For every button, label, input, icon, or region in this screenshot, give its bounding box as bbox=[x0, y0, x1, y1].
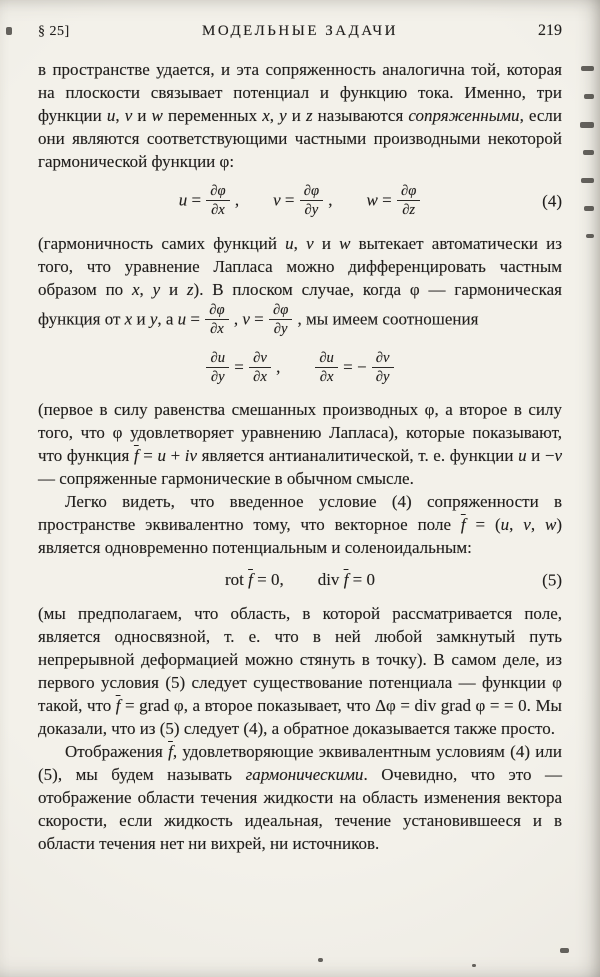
fraction: $\frac{\partial v}{\partial y}$ bbox=[372, 350, 394, 386]
scan-artifact bbox=[581, 178, 594, 183]
text-run: , bbox=[530, 515, 545, 535]
text-run: называются bbox=[312, 106, 409, 125]
text-run-i: u bbox=[177, 309, 187, 329]
paragraph-5 bbox=[38, 602, 562, 740]
fraction: $\frac{\partial v}{\partial x}$ bbox=[249, 350, 271, 386]
text-run: , bbox=[293, 233, 307, 253]
text-run-i: v bbox=[523, 515, 531, 535]
text-run: и bbox=[132, 309, 150, 329]
text-run: (мы предполагаем, что область, в которой рассматривается поле, является односвязной, т. е. что в ней любой замкнутый путь непрерывной деформацией можно стянуть в точку). В самом деле, из первого условия (5) следует существование потенциала — функции φ такой, что bbox=[38, 604, 562, 716]
text-run-i: u bbox=[518, 446, 527, 466]
text-run-vec: $\overline{f}$ bbox=[343, 570, 349, 590]
text-run: = ( bbox=[465, 515, 501, 535]
text-run-i: w bbox=[366, 190, 378, 210]
text-run-i: y bbox=[149, 309, 158, 329]
text-run-i: x bbox=[262, 106, 270, 125]
text-run-i: v bbox=[554, 446, 563, 466]
text-run-vec: $\overline{f}$ bbox=[248, 570, 253, 590]
text-run: rot bbox=[224, 570, 249, 590]
running-title: МОДЕЛЬНЫЕ ЗАДАЧИ bbox=[202, 23, 398, 39]
text-run: = bbox=[187, 190, 206, 210]
text-run-i: z bbox=[305, 106, 313, 125]
scan-artifact bbox=[560, 948, 569, 953]
text-run: и − bbox=[526, 446, 555, 466]
scan-artifact bbox=[584, 206, 594, 211]
fraction: $\frac{\partial\varphi}{\partial z}$ bbox=[397, 183, 420, 219]
equation-unnumbered bbox=[38, 347, 562, 390]
text-run-i: w bbox=[339, 233, 351, 253]
text-run: является антианалитической, т. е. функции bbox=[197, 446, 519, 466]
text-run-vec: $\overline{f}$ bbox=[168, 742, 173, 762]
text-run: , bbox=[139, 279, 153, 299]
text-run-i: u bbox=[285, 233, 294, 253]
scan-artifact bbox=[583, 150, 594, 155]
text-run: (гармоничность самих функций bbox=[38, 233, 286, 253]
text-run bbox=[280, 357, 314, 376]
text-run: = − bbox=[338, 356, 371, 376]
text-run-i: v bbox=[124, 106, 133, 125]
text-run: и bbox=[132, 106, 152, 125]
scan-artifact bbox=[472, 964, 476, 967]
paragraph-3 bbox=[38, 398, 562, 490]
text-run-i: сопряженными bbox=[408, 106, 520, 125]
text-run: = 0 bbox=[348, 570, 376, 590]
text-run: = 0, bbox=[252, 570, 284, 590]
text-run: = grad φ, а второе показывает, что Δφ = div grad φ = = 0. Мы доказали, что из (5) следует (4), а обратное доказывается также просто. bbox=[38, 696, 562, 739]
text-run-i: y bbox=[279, 106, 287, 125]
page-number: 219 bbox=[538, 22, 562, 39]
text-run-i: гармоническими bbox=[245, 765, 364, 785]
scan-artifact bbox=[581, 66, 594, 71]
text-run-vec: $\overline{f}$ bbox=[133, 446, 139, 466]
text-run: , bbox=[271, 356, 281, 376]
text-run-vec: $\overline{f}$ bbox=[460, 515, 466, 535]
text-run-i: u bbox=[157, 446, 166, 466]
text-run: . Очевидно, что это — отображение области течения жидкости на область изменения вектора скорости, если жидкость идеальная, течение установившееся и в области течения нет ни вихрей, ни источников. bbox=[38, 765, 562, 854]
text-run: , удовлетворяющие эквивалентным условиям (4) или (5), мы будем называть bbox=[38, 742, 562, 785]
text-run: , bbox=[509, 515, 524, 535]
text-run: в пространстве удается, и эта сопряженность аналогична той, которая на плоскости связывает потенциал и функцию тока. Именно, три функции bbox=[38, 60, 562, 125]
fraction: $\frac{\partial\varphi}{\partial y}$ bbox=[300, 183, 323, 219]
text-run-i: z bbox=[186, 279, 194, 299]
text-run: , мы имеем соотношения bbox=[293, 309, 479, 329]
fraction: $\frac{\partial\varphi}{\partial x}$ bbox=[206, 183, 229, 219]
text-run: = bbox=[249, 309, 268, 329]
text-run: , если они являются соответствующими частными производными некоторой гармонической функции φ: bbox=[38, 106, 563, 171]
text-run-i: u bbox=[500, 515, 510, 535]
equation-body bbox=[179, 182, 422, 221]
text-run: — сопряженные гармонические в обычном смысле. bbox=[38, 469, 414, 489]
page-content bbox=[38, 58, 562, 855]
text-run: и bbox=[313, 233, 340, 253]
text-run bbox=[284, 570, 318, 589]
text-run-i: v bbox=[306, 233, 314, 253]
text-run-i: u bbox=[106, 106, 116, 125]
text-run: ) является одновременно потенциальным и соленоидальным: bbox=[38, 515, 562, 558]
text-run: , а bbox=[157, 309, 178, 329]
fraction: $\frac{\partial u}{\partial y}$ bbox=[206, 350, 229, 386]
fraction: $\frac{\partial\varphi}{\partial x}$ bbox=[205, 302, 228, 338]
page-header bbox=[38, 22, 562, 40]
text-run-i: v bbox=[242, 309, 250, 329]
scan-artifact bbox=[586, 234, 594, 238]
equation-4 bbox=[38, 180, 562, 223]
equation-number: (5) bbox=[542, 570, 562, 590]
text-run: Отображения bbox=[65, 742, 169, 762]
paragraph-2 bbox=[38, 232, 562, 340]
paragraph-4 bbox=[38, 490, 562, 559]
text-run: = bbox=[138, 446, 158, 466]
text-run: , bbox=[269, 106, 280, 125]
text-run-vec: $\overline{f}$ bbox=[115, 696, 121, 716]
text-run bbox=[239, 190, 273, 209]
paragraph-6 bbox=[38, 740, 562, 855]
text-run-i: iv bbox=[184, 446, 198, 466]
text-run-i: y bbox=[152, 279, 161, 299]
text-run: ). В плоском случае, когда φ — гармоническая функция от bbox=[38, 279, 562, 329]
text-run: , bbox=[324, 190, 333, 210]
text-run-i: x bbox=[124, 309, 133, 329]
paragraph-1 bbox=[38, 58, 562, 173]
scan-artifact bbox=[6, 27, 12, 35]
equation-number: (4) bbox=[542, 191, 562, 211]
section-marker: § 25] bbox=[38, 24, 70, 39]
scan-artifact bbox=[584, 94, 594, 99]
text-run: div bbox=[317, 570, 344, 590]
text-run: переменных bbox=[162, 106, 263, 125]
text-run: Легко видеть, что введенное условие (4) сопряженности в пространстве эквивалентно тому, что векторное поле bbox=[38, 492, 562, 535]
text-run-i: w bbox=[544, 515, 557, 535]
fraction: $\frac{\partial\varphi}{\partial y}$ bbox=[269, 302, 292, 338]
text-run: + bbox=[165, 446, 185, 466]
equation-body bbox=[225, 570, 375, 590]
text-run: = bbox=[280, 190, 299, 210]
text-run-i: v bbox=[273, 190, 281, 210]
scan-artifact bbox=[580, 122, 594, 128]
scan-artifact bbox=[318, 958, 323, 962]
text-run: , bbox=[229, 309, 243, 329]
fraction: $\frac{\partial u}{\partial x}$ bbox=[315, 350, 338, 386]
equation-body bbox=[205, 349, 394, 388]
text-run-i: x bbox=[131, 279, 140, 299]
text-run-i: u bbox=[178, 190, 188, 210]
text-run: и bbox=[160, 279, 187, 299]
text-run: = bbox=[377, 190, 396, 210]
text-run-i: w bbox=[151, 106, 163, 125]
equation-5 bbox=[38, 566, 562, 593]
text-run: = bbox=[186, 309, 205, 329]
text-run bbox=[333, 190, 367, 209]
text-run: (первое в силу равенства смешанных производных φ, а второе в силу того, что φ удовлетворяет уравнению Лапласа), которые показывают, что функция bbox=[38, 400, 562, 466]
text-run: = bbox=[230, 356, 249, 376]
text-run: , bbox=[230, 190, 240, 210]
text-run: вытекает автоматически из того, что уравнение Лапласа можно дифференцировать частным образом по bbox=[38, 233, 562, 299]
text-run: , bbox=[115, 106, 125, 125]
text-run: и bbox=[286, 106, 306, 125]
